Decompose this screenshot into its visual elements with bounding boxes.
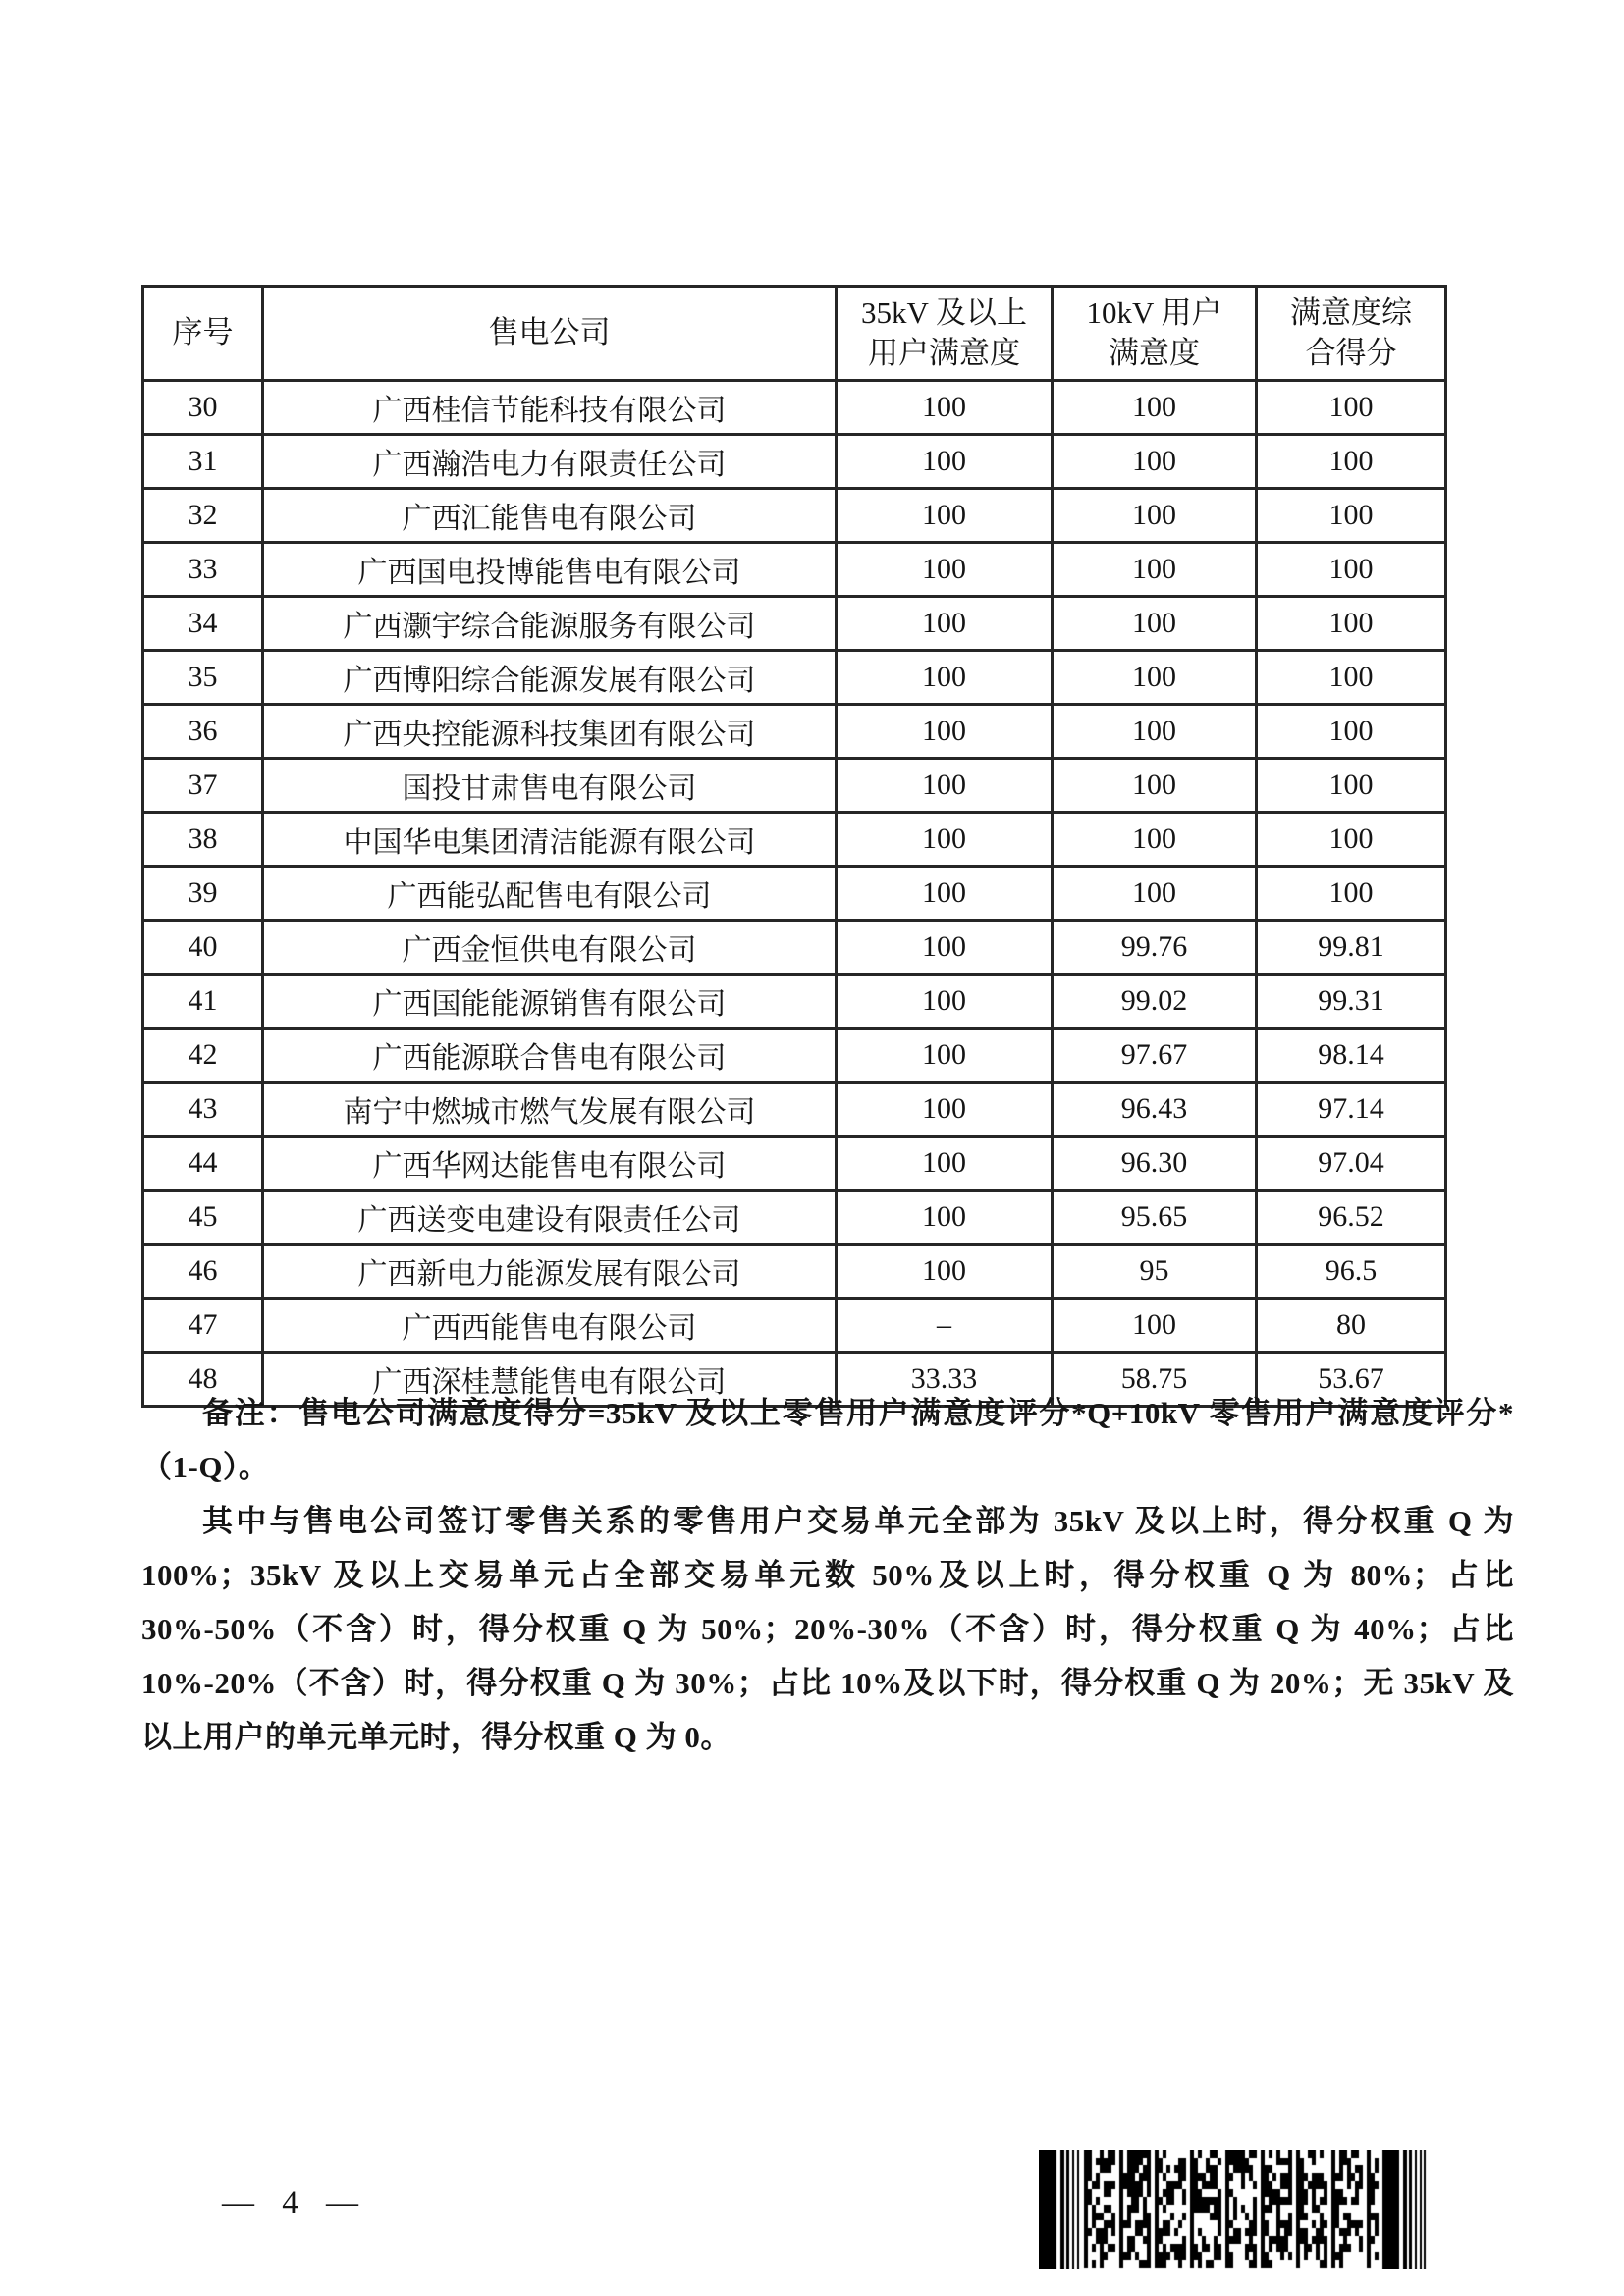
row-index: 34 — [143, 597, 263, 651]
row-index: 35 — [143, 651, 263, 705]
kv10-score: 100 — [1053, 597, 1257, 651]
header-composite-line1: 满意度综 — [1290, 294, 1412, 330]
table-row — [143, 489, 1446, 543]
kv35-score: 100 — [837, 759, 1053, 813]
company-name: 广西博阳综合能源发展有限公司 — [263, 651, 837, 705]
row-index: 44 — [143, 1137, 263, 1191]
company-name: 广西能源联合售电有限公司 — [263, 1029, 837, 1083]
company-name: 广西金恒供电有限公司 — [263, 921, 837, 975]
company-name: 广西新电力能源发展有限公司 — [263, 1245, 837, 1299]
company-name: 广西国能能源销售有限公司 — [263, 975, 837, 1029]
kv35-score: 100 — [837, 1191, 1053, 1245]
kv10-score: 100 — [1053, 381, 1257, 435]
kv35-score: 33.33 — [837, 1353, 1053, 1407]
composite-score: 96.5 — [1257, 1245, 1446, 1299]
kv35-score: 100 — [837, 597, 1053, 651]
kv35-score: 100 — [837, 813, 1053, 867]
kv10-score: 96.30 — [1053, 1137, 1257, 1191]
kv10-score: 100 — [1053, 813, 1257, 867]
document-barcode — [1039, 2150, 1435, 2269]
header-10kv-line1: 10kV 用户 — [1086, 294, 1222, 330]
row-index: 36 — [143, 705, 263, 759]
row-index: 38 — [143, 813, 263, 867]
kv35-score: 100 — [837, 543, 1053, 597]
table-row — [143, 1245, 1446, 1299]
composite-score: 99.81 — [1257, 921, 1446, 975]
table-row — [143, 1299, 1446, 1353]
composite-score: 100 — [1257, 651, 1446, 705]
kv35-score: 100 — [837, 381, 1053, 435]
table-row — [143, 867, 1446, 921]
composite-score: 100 — [1257, 867, 1446, 921]
kv10-score: 100 — [1053, 867, 1257, 921]
kv10-score: 95 — [1053, 1245, 1257, 1299]
table-row — [143, 759, 1446, 813]
note-line-1: 备注：售电公司满意度得分=35kV 及以上零售用户满意度评分*Q+10kV 零售用户满意度评分*（1-Q）。 — [141, 1396, 1514, 1484]
table-row — [143, 813, 1446, 867]
kv10-score: 58.75 — [1053, 1353, 1257, 1407]
kv35-score: 100 — [837, 921, 1053, 975]
table-row — [143, 975, 1446, 1029]
kv10-score: 100 — [1053, 651, 1257, 705]
table-row — [143, 921, 1446, 975]
kv35-score: 100 — [837, 435, 1053, 489]
company-name: 广西华网达能售电有限公司 — [263, 1137, 837, 1191]
note-line-2: 其中与售电公司签订零售关系的零售用户交易单元全部为 35kV 及以上时，得分权重 Q 为 100%；35kV 及以上交易单元占全部交易单元数 50%及以上时，得分权重 Q 为 80%；占比 30%-50%（不含）时，得分权重 Q 为 50%；20%-30%（不含）时，得分权重 Q 为 40%；占比 10%-20%（不含）时，得分权重 Q 为 30%；占比 10%及以下时，得分权重 Q 为 20%；无 35kV 及以上用户的单元单元时，得分权重 Q 为 0。 — [141, 1504, 1514, 1754]
kv35-score: 100 — [837, 651, 1053, 705]
kv10-score: 100 — [1053, 543, 1257, 597]
table-row — [143, 381, 1446, 435]
company-name: 广西桂信节能科技有限公司 — [263, 381, 837, 435]
composite-score: 99.31 — [1257, 975, 1446, 1029]
composite-score: 100 — [1257, 705, 1446, 759]
kv10-score: 99.02 — [1053, 975, 1257, 1029]
composite-score: 100 — [1257, 543, 1446, 597]
company-name: 广西灏宇综合能源服务有限公司 — [263, 597, 837, 651]
kv35-score: 100 — [837, 1137, 1053, 1191]
company-name: 南宁中燃城市燃气发展有限公司 — [263, 1083, 837, 1137]
row-index: 33 — [143, 543, 263, 597]
row-index: 39 — [143, 867, 263, 921]
composite-score: 53.67 — [1257, 1353, 1446, 1407]
company-name: 广西西能售电有限公司 — [263, 1299, 837, 1353]
table-row — [143, 543, 1446, 597]
row-index: 47 — [143, 1299, 263, 1353]
header-composite-line2: 合得分 — [1305, 335, 1397, 370]
kv10-score: 100 — [1053, 705, 1257, 759]
company-name: 广西国电投博能售电有限公司 — [263, 543, 837, 597]
composite-score: 100 — [1257, 597, 1446, 651]
kv10-score: 95.65 — [1053, 1191, 1257, 1245]
header-10kv-line2: 满意度 — [1109, 335, 1200, 370]
kv10-score: 97.67 — [1053, 1029, 1257, 1083]
kv35-score: 100 — [837, 867, 1053, 921]
composite-score: 97.14 — [1257, 1083, 1446, 1137]
table-body — [143, 381, 1446, 1407]
composite-score: 100 — [1257, 489, 1446, 543]
composite-score: 96.52 — [1257, 1191, 1446, 1245]
kv10-score: 100 — [1053, 435, 1257, 489]
table-row — [143, 1029, 1446, 1083]
table-row — [143, 705, 1446, 759]
company-name: 广西瀚浩电力有限责任公司 — [263, 435, 837, 489]
company-name: 广西能弘配售电有限公司 — [263, 867, 837, 921]
table-row — [143, 435, 1446, 489]
table-row — [143, 597, 1446, 651]
composite-score: 80 — [1257, 1299, 1446, 1353]
footnotes — [141, 1386, 1514, 1764]
company-name: 中国华电集团清洁能源有限公司 — [263, 813, 837, 867]
row-index: 45 — [143, 1191, 263, 1245]
kv35-score: 100 — [837, 705, 1053, 759]
row-index: 48 — [143, 1353, 263, 1407]
composite-score: 100 — [1257, 435, 1446, 489]
kv35-score: 100 — [837, 1029, 1053, 1083]
kv10-score: 99.76 — [1053, 921, 1257, 975]
kv10-score: 100 — [1053, 759, 1257, 813]
company-name: 广西深桂慧能售电有限公司 — [263, 1353, 837, 1407]
composite-score: 100 — [1257, 381, 1446, 435]
kv10-score: 96.43 — [1053, 1083, 1257, 1137]
satisfaction-score-table — [141, 285, 1447, 1408]
row-index: 42 — [143, 1029, 263, 1083]
kv10-score: 100 — [1053, 1299, 1257, 1353]
kv35-score: 100 — [837, 1245, 1053, 1299]
kv35-score: 100 — [837, 489, 1053, 543]
row-index: 31 — [143, 435, 263, 489]
page-number: — 4 — — [222, 2185, 368, 2220]
composite-score: 98.14 — [1257, 1029, 1446, 1083]
row-index: 41 — [143, 975, 263, 1029]
kv35-score: 100 — [837, 975, 1053, 1029]
kv10-score: 100 — [1053, 489, 1257, 543]
row-index: 40 — [143, 921, 263, 975]
company-name: 国投甘肃售电有限公司 — [263, 759, 837, 813]
table-row — [143, 1083, 1446, 1137]
kv35-score: 100 — [837, 1083, 1053, 1137]
company-name: 广西央控能源科技集团有限公司 — [263, 705, 837, 759]
header-35kv-line2: 用户满意度 — [868, 335, 1020, 370]
header-company: 售电公司 — [263, 287, 837, 381]
header-10kv-satisfaction — [1053, 287, 1257, 381]
company-name: 广西汇能售电有限公司 — [263, 489, 837, 543]
composite-score: 100 — [1257, 813, 1446, 867]
header-composite-score — [1257, 287, 1446, 381]
table-row — [143, 1137, 1446, 1191]
table-row — [143, 651, 1446, 705]
table-row — [143, 1191, 1446, 1245]
table-header-row — [143, 287, 1446, 381]
header-index: 序号 — [143, 287, 263, 381]
row-index: 30 — [143, 381, 263, 435]
kv35-score: – — [837, 1299, 1053, 1353]
composite-score: 100 — [1257, 759, 1446, 813]
company-name: 广西送变电建设有限责任公司 — [263, 1191, 837, 1245]
composite-score: 97.04 — [1257, 1137, 1446, 1191]
header-35kv-line1: 35kV 及以上 — [860, 294, 1028, 330]
row-index: 43 — [143, 1083, 263, 1137]
row-index: 46 — [143, 1245, 263, 1299]
row-index: 32 — [143, 489, 263, 543]
row-index: 37 — [143, 759, 263, 813]
header-35kv-satisfaction — [837, 287, 1053, 381]
